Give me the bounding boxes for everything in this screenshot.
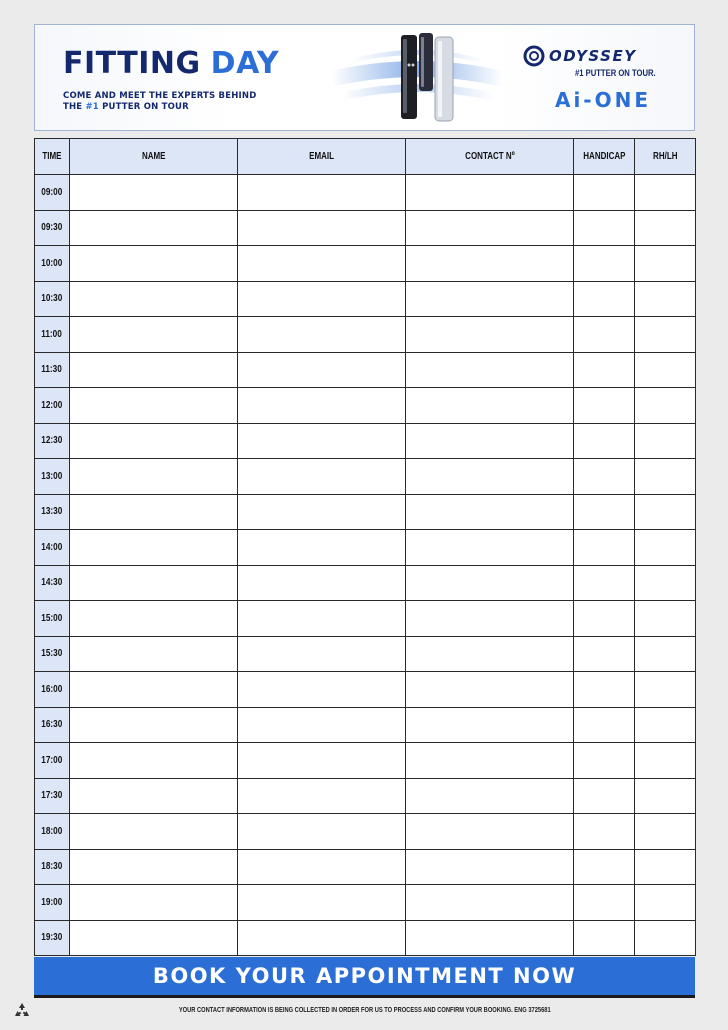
time-slot-label: 19:30 — [41, 932, 63, 944]
entry-cell — [574, 849, 635, 885]
table-row — [35, 778, 696, 814]
entry-cell — [406, 885, 574, 921]
entry-cell — [574, 814, 635, 850]
entry-cell — [406, 743, 574, 779]
time-slot-label: 18:00 — [41, 825, 63, 837]
table-row — [35, 317, 696, 353]
entry-cell — [635, 743, 696, 779]
entry-cell — [70, 175, 238, 211]
entry-cell — [574, 707, 635, 743]
entry-cell — [238, 494, 406, 530]
entry-cell — [406, 778, 574, 814]
entry-cell — [406, 246, 574, 282]
entry-cell — [635, 175, 696, 211]
brand-logo — [523, 43, 675, 69]
time-slot-label: 16:30 — [41, 719, 63, 731]
column-header-label: CONTACT Nº — [464, 151, 515, 162]
booking-table — [34, 138, 696, 956]
time-slot — [35, 388, 70, 424]
entry-cell — [238, 423, 406, 459]
entry-cell — [406, 210, 574, 246]
entry-cell — [406, 565, 574, 601]
entry-cell — [574, 281, 635, 317]
entry-cell — [574, 672, 635, 708]
odyssey-logo-icon — [523, 45, 545, 67]
time-slot — [35, 707, 70, 743]
table-row — [35, 388, 696, 424]
time-slot — [35, 849, 70, 885]
entry-cell — [70, 707, 238, 743]
table-row — [35, 672, 696, 708]
recycle-icon — [12, 1001, 32, 1021]
column-header — [406, 139, 574, 175]
entry-cell — [238, 920, 406, 956]
entry-cell — [70, 885, 238, 921]
entry-cell — [635, 920, 696, 956]
table-row — [35, 849, 696, 885]
book-appointment-banner: BOOK YOUR APPOINTMENT NOW — [34, 957, 695, 998]
time-slot — [35, 317, 70, 353]
entry-cell — [70, 388, 238, 424]
entry-cell — [635, 317, 696, 353]
table-row — [35, 814, 696, 850]
time-slot — [35, 885, 70, 921]
entry-cell — [238, 707, 406, 743]
entry-cell — [406, 920, 574, 956]
entry-cell — [70, 530, 238, 566]
tagline-line-1: COME AND MEET THE EXPERTS BEHIND — [63, 91, 257, 101]
entry-cell — [70, 494, 238, 530]
entry-cell — [238, 459, 406, 495]
entry-cell — [635, 459, 696, 495]
time-slot-label: 09:30 — [41, 222, 63, 234]
time-slot — [35, 423, 70, 459]
entry-cell — [635, 423, 696, 459]
entry-cell — [406, 849, 574, 885]
entry-cell — [70, 636, 238, 672]
entry-cell — [635, 636, 696, 672]
column-header — [574, 139, 635, 175]
entry-cell — [574, 636, 635, 672]
time-slot — [35, 672, 70, 708]
time-slot — [35, 352, 70, 388]
entry-cell — [574, 743, 635, 779]
time-slot-label: 12:30 — [41, 435, 63, 447]
header-banner — [34, 24, 695, 131]
entry-cell — [574, 388, 635, 424]
title-word-day: DAY — [210, 46, 280, 81]
entry-cell — [238, 636, 406, 672]
table-body — [35, 175, 696, 956]
time-slot-label: 19:00 — [41, 896, 63, 908]
time-slot-label: 13:00 — [41, 470, 63, 482]
time-slot-label: 18:30 — [41, 861, 63, 873]
entry-cell — [70, 423, 238, 459]
time-slot-label: 17:00 — [41, 754, 63, 766]
entry-cell — [70, 317, 238, 353]
entry-cell — [635, 601, 696, 637]
entry-cell — [238, 281, 406, 317]
column-header-label: NAME — [141, 151, 166, 162]
entry-cell — [406, 388, 574, 424]
entry-cell — [70, 210, 238, 246]
time-slot — [35, 814, 70, 850]
time-slot-label: 11:30 — [41, 364, 63, 376]
entry-cell — [635, 210, 696, 246]
entry-cell — [406, 175, 574, 211]
entry-cell — [574, 210, 635, 246]
title-word-fitting: FITTING — [63, 46, 201, 81]
time-slot — [35, 281, 70, 317]
entry-cell — [70, 601, 238, 637]
entry-cell — [635, 565, 696, 601]
time-slot — [35, 920, 70, 956]
time-slot-label: 14:30 — [41, 577, 63, 589]
time-slot-label: 14:00 — [41, 541, 63, 553]
tagline-highlight: #1 — [85, 102, 99, 112]
entry-cell — [574, 494, 635, 530]
column-header — [35, 139, 70, 175]
time-slot — [35, 494, 70, 530]
entry-cell — [635, 849, 696, 885]
time-slot — [35, 175, 70, 211]
time-slot — [35, 530, 70, 566]
table-row — [35, 281, 696, 317]
entry-cell — [238, 175, 406, 211]
entry-cell — [238, 849, 406, 885]
entry-cell — [238, 672, 406, 708]
table-header-row — [35, 139, 696, 175]
time-slot — [35, 246, 70, 282]
entry-cell — [406, 281, 574, 317]
entry-cell — [406, 352, 574, 388]
entry-cell — [635, 672, 696, 708]
tagline-line-2-post: PUTTER ON TOUR — [98, 102, 189, 112]
entry-cell — [635, 778, 696, 814]
entry-cell — [70, 246, 238, 282]
table-row — [35, 494, 696, 530]
entry-cell — [406, 814, 574, 850]
time-slot — [35, 601, 70, 637]
column-header-label: HANDICAP — [582, 151, 626, 162]
tagline-line-2 — [63, 102, 256, 113]
table-row — [35, 423, 696, 459]
entry-cell — [574, 885, 635, 921]
table-row — [35, 210, 696, 246]
entry-cell — [238, 885, 406, 921]
time-slot — [35, 459, 70, 495]
entry-cell — [635, 530, 696, 566]
time-slot-label: 09:00 — [41, 186, 63, 198]
table-row — [35, 352, 696, 388]
entry-cell — [238, 743, 406, 779]
time-slot-label: 16:00 — [41, 683, 63, 695]
entry-cell — [70, 849, 238, 885]
time-slot — [35, 565, 70, 601]
entry-cell — [574, 459, 635, 495]
entry-cell — [635, 246, 696, 282]
entry-cell — [406, 423, 574, 459]
entry-cell — [406, 707, 574, 743]
entry-cell — [574, 530, 635, 566]
entry-cell — [238, 352, 406, 388]
privacy-footnote-text: YOUR CONTACT INFORMATION IS BEING COLLECTED IN ORDER FOR US TO PROCESS AND CONFIRM YOUR BOOKING. ENG 3725681 — [178, 1007, 551, 1014]
entry-cell — [238, 388, 406, 424]
entry-cell — [70, 565, 238, 601]
time-slot — [35, 778, 70, 814]
table-row — [35, 636, 696, 672]
page-title — [63, 47, 279, 81]
entry-cell — [70, 778, 238, 814]
column-header — [238, 139, 406, 175]
entry-cell — [70, 459, 238, 495]
entry-cell — [70, 281, 238, 317]
column-header-label: EMAIL — [309, 151, 334, 162]
entry-cell — [574, 317, 635, 353]
table-row — [35, 743, 696, 779]
entry-cell — [635, 352, 696, 388]
column-header — [70, 139, 238, 175]
privacy-footnote — [34, 1007, 695, 1014]
brand-name: ODYSSEY — [549, 47, 637, 65]
time-slot-label: 13:30 — [41, 506, 63, 518]
table-row — [35, 707, 696, 743]
entry-cell — [574, 601, 635, 637]
entry-cell — [406, 317, 574, 353]
entry-cell — [406, 494, 574, 530]
table-row — [35, 885, 696, 921]
time-slot-label: 15:30 — [41, 648, 63, 660]
entry-cell — [238, 601, 406, 637]
entry-cell — [238, 814, 406, 850]
putter-icon — [331, 31, 503, 127]
entry-cell — [238, 778, 406, 814]
tagline — [63, 91, 256, 113]
entry-cell — [574, 920, 635, 956]
entry-cell — [635, 885, 696, 921]
time-slot — [35, 210, 70, 246]
time-slot-label: 10:30 — [41, 293, 63, 305]
entry-cell — [574, 565, 635, 601]
table-row — [35, 459, 696, 495]
entry-cell — [70, 743, 238, 779]
entry-cell — [406, 459, 574, 495]
entry-cell — [635, 814, 696, 850]
time-slot — [35, 743, 70, 779]
entry-cell — [406, 601, 574, 637]
product-name: Ai-ONE — [554, 88, 652, 112]
entry-cell — [238, 317, 406, 353]
column-header-label: TIME — [42, 151, 62, 162]
tagline-line-2-pre: THE — [63, 102, 86, 112]
time-slot-label: 17:30 — [41, 790, 63, 802]
entry-cell — [635, 707, 696, 743]
time-slot-label: 10:00 — [41, 257, 63, 269]
time-slot-label: 12:00 — [41, 399, 63, 411]
table-row — [35, 530, 696, 566]
table-row — [35, 175, 696, 211]
entry-cell — [70, 814, 238, 850]
table-row — [35, 246, 696, 282]
entry-cell — [574, 246, 635, 282]
table-row — [35, 601, 696, 637]
entry-cell — [70, 672, 238, 708]
column-header-label: RH/LH — [652, 151, 678, 162]
entry-cell — [635, 281, 696, 317]
entry-cell — [406, 636, 574, 672]
column-header — [635, 139, 696, 175]
entry-cell — [238, 210, 406, 246]
time-slot-label: 15:00 — [41, 612, 63, 624]
entry-cell — [574, 778, 635, 814]
entry-cell — [238, 530, 406, 566]
entry-cell — [574, 423, 635, 459]
entry-cell — [574, 352, 635, 388]
brand-tagline: #1 PUTTER ON TOUR. — [575, 68, 656, 78]
entry-cell — [635, 494, 696, 530]
entry-cell — [574, 175, 635, 211]
entry-cell — [635, 388, 696, 424]
entry-cell — [406, 672, 574, 708]
time-slot — [35, 636, 70, 672]
entry-cell — [406, 530, 574, 566]
entry-cell — [70, 920, 238, 956]
entry-cell — [238, 246, 406, 282]
time-slot-label: 11:00 — [41, 328, 63, 340]
entry-cell — [70, 352, 238, 388]
table-row — [35, 565, 696, 601]
entry-cell — [238, 565, 406, 601]
table-row — [35, 920, 696, 956]
